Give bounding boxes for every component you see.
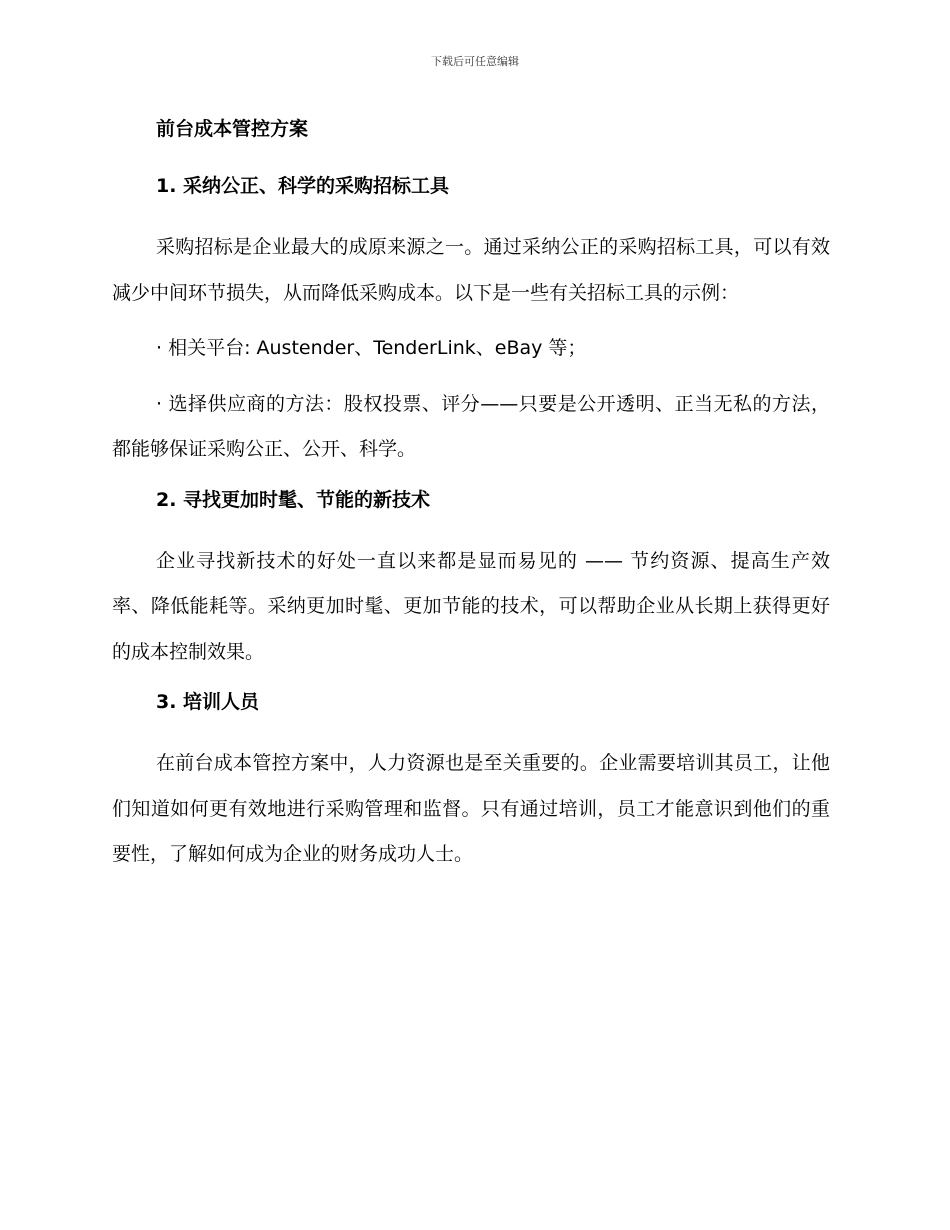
section1-intro-paragraph: 采购招标是企业最大的成原来源之一。通过采纳公正的采购招标工具，可以有效减少中间环节损失，从而降低采购成本。以下是一些有关招标工具的示例： <box>112 236 830 304</box>
page-header-note: 下载后可任意编辑 <box>431 55 519 68</box>
section1-bullet-methods: · 选择供应商的方法：股权投票、评分——只要是公开透明、正当无私的方法，都能够保证采购公正、公开、科学。 <box>112 392 830 460</box>
section1-bullet-platforms: · 相关平台: Austender、TenderLink、eBay 等； <box>156 337 587 359</box>
document-content <box>112 112 830 888</box>
section3-heading: 3. 培训人员 <box>156 691 260 713</box>
section3-paragraph: 在前台成本管控方案中，人力资源也是至关重要的。企业需要培训其员工，让他们知道如何更有效地进行采购管理和监督。只有通过培训，员工才能意识到他们的重要性，了解如何成为企业的财务成功人士。 <box>112 752 830 865</box>
section2-paragraph: 企业寻找新技术的好处一直以来都是显而易见的 —— 节约资源、提高生产效率、降低能耗等。采纳更加时髦、更加节能的技术，可以帮助企业从长期上获得更好的成本控制效果。 <box>112 549 830 663</box>
section2-heading: 2. 寻找更加时髦、节能的新技术 <box>156 488 431 511</box>
section1-heading: 1. 采纳公正、科学的采购招标工具 <box>156 175 450 197</box>
document-title: 前台成本管控方案 <box>156 118 309 140</box>
